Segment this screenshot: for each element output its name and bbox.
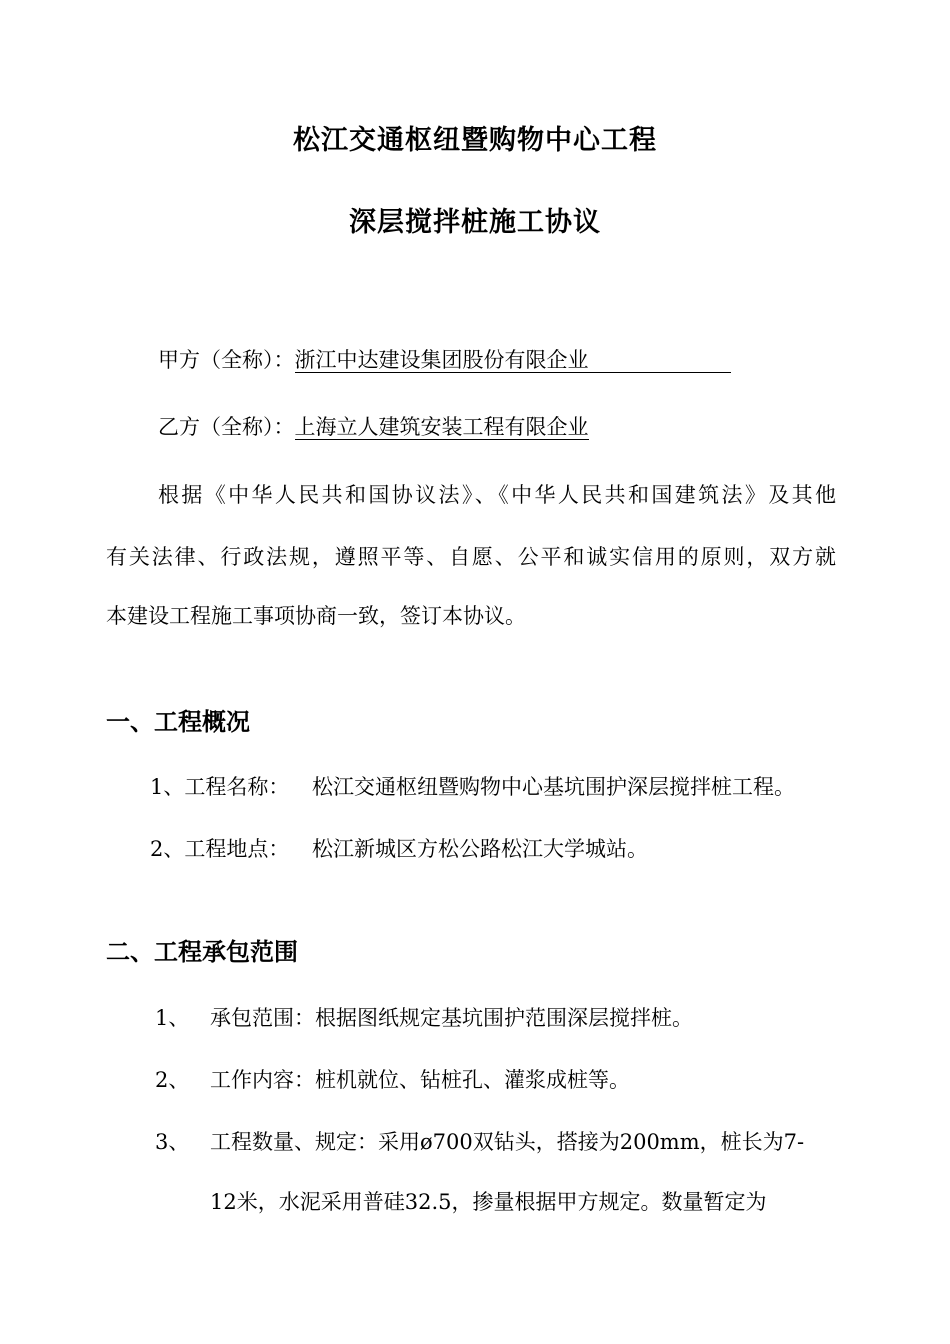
section-2-item-1-num: 1、 bbox=[155, 1006, 190, 1030]
party-a-label: 甲方（全称）： bbox=[158, 348, 295, 372]
section-1-item-2-value: 松江新城区方松公路松江大学城站。 bbox=[312, 837, 648, 861]
party-b-label: 乙方（全称）： bbox=[158, 415, 295, 439]
party-b-line bbox=[158, 411, 589, 441]
section-2-item-2-num: 2、 bbox=[155, 1068, 190, 1092]
document-subtitle: 深层搅拌桩施工协议 bbox=[349, 207, 601, 238]
section-2-item-3-num: 3、 bbox=[155, 1130, 190, 1154]
section-2-item-2-text: 工作内容：桩机就位、钻桩孔、灌浆成桩等。 bbox=[210, 1068, 630, 1092]
document-title: 松江交通枢纽暨购物中心工程 bbox=[293, 125, 657, 156]
section-1-heading: 一、工程概况 bbox=[106, 708, 250, 736]
party-a-value: 浙江中达建设集团股份有限企业 bbox=[295, 349, 731, 373]
party-b-value: 上海立人建筑安装工程有限企业 bbox=[294, 415, 589, 439]
section-1-item-2-label: 2、工程地点： bbox=[150, 837, 290, 861]
section-1-item-1-value: 松江交通枢纽暨购物中心基坑围护深层搅拌桩工程。 bbox=[312, 775, 795, 799]
preamble-line-2: 有关法律、行政法规，遵照平等、自愿、公平和诚实信用的原则，双方就 bbox=[106, 545, 838, 569]
section-2-item-3-text-continued: 12米，水泥采用普硅32.5，掺量根据甲方规定。数量暂定为 bbox=[210, 1190, 767, 1214]
preamble-line-1: 根据《中华人民共和国协议法》、《中华人民共和国建筑法》及其他 bbox=[158, 483, 839, 507]
section-2-item-3-text: 工程数量、规定：采用ø700双钻头，搭接为200mm，桩长为7- bbox=[210, 1130, 805, 1154]
section-1-item-1-label: 1、工程名称： bbox=[150, 775, 290, 799]
section-2-item-1-text: 承包范围：根据图纸规定基坑围护范围深层搅拌桩。 bbox=[210, 1006, 693, 1030]
preamble-line-3: 本建设工程施工事项协商一致，签订本协议。 bbox=[106, 604, 526, 628]
section-2-heading: 二、工程承包范围 bbox=[106, 938, 298, 966]
party-a-line bbox=[158, 344, 731, 374]
